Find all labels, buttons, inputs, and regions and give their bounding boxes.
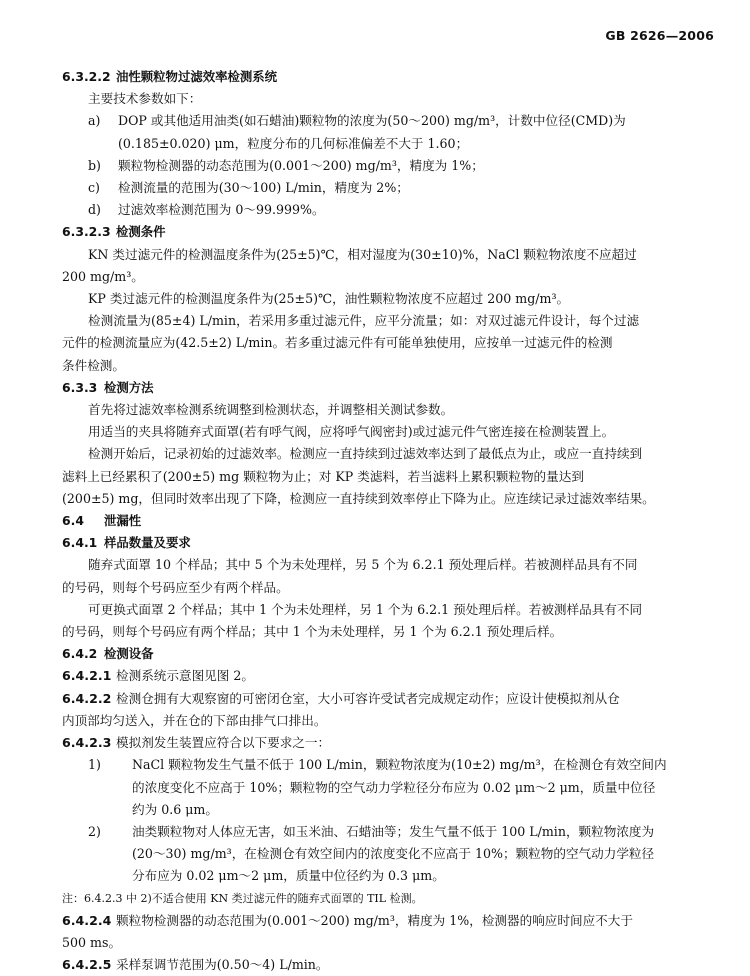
section-number: 6.4.2.4	[62, 912, 112, 928]
section-heading	[62, 510, 692, 532]
paragraph-text: 200 mg/m³。	[62, 268, 144, 284]
list-item-text: 的浓度变化不应高于 10%；颗粒物的空气动力学粒径分布应为 0.02 μm～2 μm，质量中位径	[132, 779, 656, 795]
section-number: 6.3.2.3	[62, 224, 111, 240]
paragraph-line	[62, 266, 692, 288]
paragraph-text: 滤料上已经累积了(200±5) mg 颗粒物为止；对 KP 类滤料，若当滤料上累积颗粒物的量达到	[62, 468, 584, 484]
note-text: 注：6.4.2.3 中 2)不适合使用 KN 类过滤元件的随弃式面罩的 TIL 检测。	[62, 891, 423, 905]
section-number: 6.4.2	[62, 646, 98, 662]
paragraph-line	[62, 244, 692, 266]
section-number: 6.4.2.2	[62, 690, 112, 706]
section-text: 检测方法	[104, 379, 154, 395]
section-heading	[62, 221, 692, 243]
paragraph-line	[62, 466, 692, 488]
paragraph-text: 检测流量为(85±4) L/min，若采用多重过滤元件，应平分流量；如：对双过滤元件设计，每个过滤	[88, 313, 640, 329]
list-item	[62, 199, 692, 221]
section-text: 颗粒物检测器的动态范围为(0.001～200) mg/m³，精度为 1%，检测器的响应时间应不大于	[116, 912, 633, 928]
list-item-label: 2)	[88, 823, 101, 839]
section-text: 油性颗粒物过滤效率检测系统	[116, 69, 278, 84]
section-text: 检测仓拥有大观察窗的可密闭仓室，大小可容许受试者完成规定动作；应设计使模拟剂从仓	[116, 690, 620, 706]
list-item-text: 检测流量的范围为(30～100) L/min，精度为 2%；	[118, 180, 409, 196]
list-item-label: a)	[88, 113, 101, 129]
section-number: 6.4.1	[62, 535, 98, 551]
paragraph-line	[62, 710, 692, 732]
section-heading	[62, 532, 692, 554]
list-item-text: 约为 0.6 μm。	[132, 801, 218, 817]
paragraph-text: 500 ms。	[62, 934, 122, 950]
section-text: 采样泵调节范围为(0.50～4) L/min。	[116, 957, 329, 973]
section-text: 泄漏性	[104, 513, 142, 529]
list-item	[62, 110, 692, 132]
list-item-text: (20～30) mg/m³，在检测仓有效空间内的浓度变化不应高于 10%；颗粒物的空气动力学粒径	[132, 846, 655, 862]
paragraph-text: 随弃式面罩 10 个样品；其中 5 个为未处理样，另 5 个为 6.2.1 预处理后样。若被测样品具有不同	[88, 557, 638, 573]
list-item-label: b)	[88, 157, 101, 173]
section-heading	[62, 732, 692, 754]
section-heading	[62, 377, 692, 399]
list-item-label: 1)	[88, 757, 101, 773]
section-text: 检测设备	[104, 646, 154, 662]
section-heading	[62, 688, 692, 710]
paragraph-line	[62, 399, 692, 421]
list-item-label: d)	[88, 202, 101, 218]
list-item-text: 油类颗粒物对人体应无害，如玉米油、石蜡油等；发生气量不低于 100 L/min，颗粒物浓度为	[132, 823, 655, 839]
paragraph-line	[62, 355, 692, 377]
paragraph-text: (200±5) mg，但同时效率出现了下降，检测应一直持续到效率停止下降为止。应连续记录过滤效率结果。	[62, 490, 655, 506]
paragraph-text: KP 类过滤元件的检测温度条件为(25±5)℃，油性颗粒物浓度不应超过 200 mg/m³。	[88, 291, 570, 307]
list-item-continuation	[62, 843, 692, 865]
paragraph-line	[62, 288, 692, 310]
paragraph-text: 内顶部均匀送入，并在仓的下部由排气口排出。	[62, 712, 327, 728]
section-number: 6.3.3	[62, 379, 98, 395]
paragraph-line	[62, 621, 692, 643]
section-text: 样品数量及要求	[104, 535, 191, 551]
paragraph-text: 检测开始后，记录初始的过滤效率。检测应一直持续到过滤效率达到了最低点为止，或应一直持续到	[88, 446, 643, 462]
paragraph-text: 的号码，则每个号码应至少有两个样品。	[62, 579, 289, 595]
section-heading	[62, 665, 692, 687]
list-item-continuation	[62, 777, 692, 799]
standard-code: GB 2626—2006	[605, 28, 714, 43]
document-body	[62, 66, 692, 976]
section-number: 6.4.2.5	[62, 957, 112, 973]
section-number: 6.4.2.1	[62, 668, 112, 684]
list-item-text: (0.185±0.020) μm，粒度分布的几何标准偏差不大于 1.60；	[118, 135, 469, 151]
paragraph-text: 首先将过滤效率检测系统调整到检测状态，并调整相关测试参数。	[88, 402, 454, 418]
list-item-text: 分布应为 0.02 μm～2 μm，质量中位径约为 0.3 μm。	[132, 868, 445, 884]
list-item-text: 过滤效率检测范围为 0～99.999%。	[118, 202, 325, 218]
list-item	[62, 754, 692, 776]
section-heading	[62, 910, 692, 932]
paragraph-text: KN 类过滤元件的检测温度条件为(25±5)℃，相对湿度为(30±10)%，NaCl 颗粒物浓度不应超过	[88, 246, 637, 262]
paragraph-text: 主要技术参数如下：	[88, 91, 202, 107]
paragraph-text: 可更换式面罩 2 个样品；其中 1 个为未处理样，另 1 个为 6.2.1 预处理后样。若被测样品具有不同	[88, 601, 643, 617]
paragraph-line	[62, 932, 692, 954]
list-item-text: DOP 或其他适用油类(如石蜡油)颗粒物的浓度为(50～200) mg/m³，计数中位径(CMD)为	[118, 113, 626, 129]
section-number: 6.4.2.3	[62, 735, 112, 751]
list-item-text: 颗粒物检测器的动态范围为(0.001～200) mg/m³，精度为 1%；	[118, 157, 484, 173]
section-text: 模拟剂发生装置应符合以下要求之一：	[116, 735, 331, 751]
paragraph-line	[62, 310, 692, 332]
list-item-text: NaCl 颗粒物发生气量不低于 100 L/min，颗粒物浓度为(10±2) mg/m³，在检测仓有效空间内	[132, 757, 667, 773]
paragraph-text: 的号码，则每个号码应有两个样品；其中 1 个为未处理样，另 1 个为 6.2.1 预处理后样。	[62, 624, 563, 640]
section-number: 6.3.2.2	[62, 69, 111, 84]
paragraph-line	[62, 599, 692, 621]
paragraph-line	[62, 443, 692, 465]
section-text: 检测系统示意图见图 2。	[116, 668, 254, 684]
section-heading	[62, 643, 692, 665]
section-heading	[62, 66, 692, 88]
paragraph-line	[62, 88, 692, 110]
section-heading	[62, 954, 692, 976]
list-item-continuation	[62, 133, 692, 155]
paragraph-line	[62, 554, 692, 576]
paragraph-text: 条件检测。	[62, 357, 125, 373]
list-item-label: c)	[88, 180, 100, 196]
paragraph-line	[62, 332, 692, 354]
list-item-continuation	[62, 865, 692, 887]
list-item	[62, 177, 692, 199]
list-item	[62, 821, 692, 843]
paragraph-line	[62, 577, 692, 599]
list-item-continuation	[62, 799, 692, 821]
paragraph-line	[62, 421, 692, 443]
list-item	[62, 155, 692, 177]
section-number: 6.4	[62, 513, 84, 529]
note	[62, 888, 692, 910]
section-text: 检测条件	[116, 224, 166, 240]
paragraph-line	[62, 488, 692, 510]
paragraph-text: 用适当的夹具将随弃式面罩(若有呼气阀，应将呼气阀密封)或过滤元件气密连接在检测装置上。	[88, 424, 615, 440]
paragraph-text: 元件的检测流量应为(42.5±2) L/min。若多重过滤元件有可能单独使用，应按单一过滤元件的检测	[62, 335, 613, 351]
